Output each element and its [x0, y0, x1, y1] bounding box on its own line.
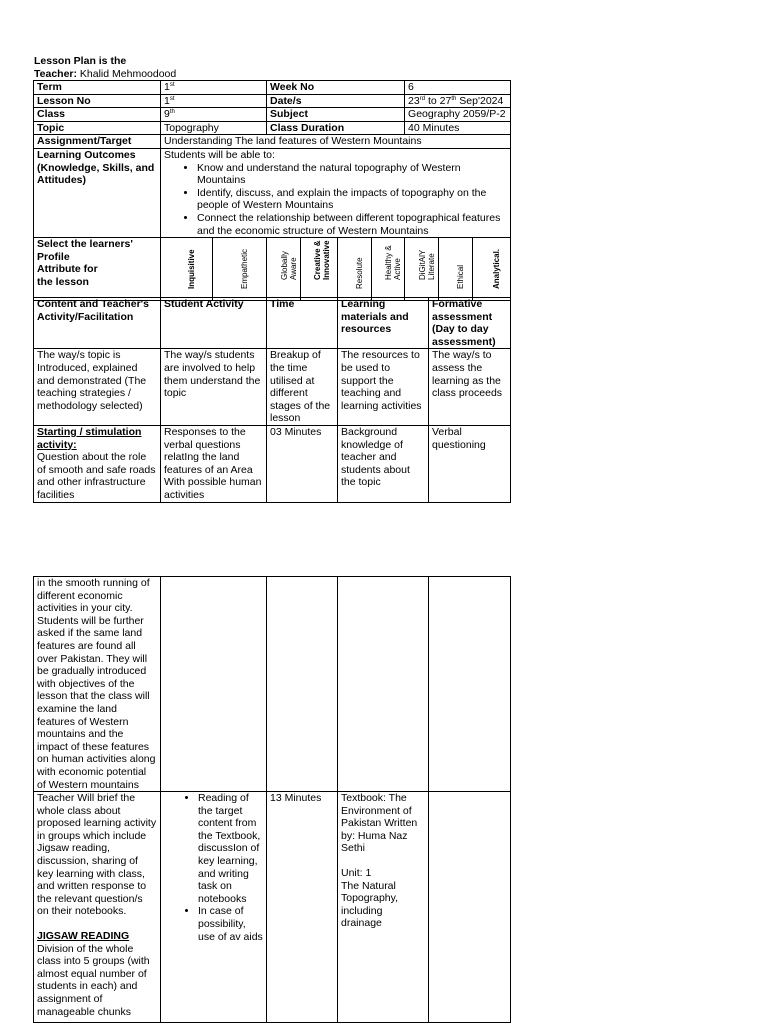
subject-value: Geography 2059/P-2 [408, 108, 506, 121]
lesson-label: Lesson No [37, 94, 91, 107]
main-materials-textbook: Textbook: The Environment of Pakistan Written by: Huma Naz Sethi [341, 792, 418, 855]
description-assessment: The way/s to assess the learning as the class proceeds [429, 349, 511, 426]
info-row-topic [34, 121, 511, 135]
class-label: Class [37, 108, 66, 121]
main-assessment-empty [429, 792, 511, 1023]
lesson-plan-table [33, 80, 511, 301]
profile-attribute-globally-aware: Globally Aware [279, 251, 298, 281]
dates-month: Sep'2024 [456, 94, 504, 107]
info-row-target [34, 135, 511, 149]
term-suffix: st [169, 82, 175, 88]
dates-from: 23 [408, 94, 420, 107]
continuation-row [34, 577, 511, 792]
profile-attribute-healthy-active: Healthy & Active [384, 245, 403, 281]
topic-label: Topic [37, 121, 65, 134]
description-content: The way/s topic is Introduced, explained and demonstrated (The teaching strategies / methodology selected) [34, 349, 161, 426]
student-activity-item: • In case of possibility, use of av aids [198, 905, 263, 943]
main-materials-unit: Unit: 1 [341, 867, 372, 880]
duration-label: Class Duration [270, 121, 345, 134]
dates-from-suffix: rd [419, 95, 426, 102]
lesson-value: 1 [164, 94, 170, 107]
jigsaw-text: Division of the whole class into 5 groups (with almost equal number of students in each) and assignment of manageable chunks [37, 942, 150, 1018]
continuation-assessment-empty [429, 577, 511, 792]
profile-attribute-resolute: Resolute [354, 257, 364, 290]
class-value: 9 [164, 108, 170, 121]
profile-label-line3: the lesson [37, 275, 89, 288]
week-label: Week No [270, 81, 315, 93]
profile-label-line2: Attribute for [37, 263, 98, 276]
info-row-class [34, 108, 511, 122]
profile-attribute-creative: Creative & Innovative [313, 240, 332, 281]
starting-activity-heading: Starting / stimulation activity: [37, 425, 142, 451]
lesson-suffix: st [169, 95, 175, 102]
starting-assessment: Verbal questioning [429, 425, 511, 502]
continuation-content: in the smooth running of different economic activities in your city. Students will be further asked if the same land features are found all over Pakistan. They will be gradually introduced with objectives of the lesson that the class will examine the land features of Western mountains and the impact of these features on human activities along with economic potential of Western mountains [34, 577, 161, 792]
profile-attribute-empathetic: Empathetic [239, 249, 249, 290]
continuation-materials-empty [338, 577, 429, 792]
outcomes-intro: Students will be able to: [164, 148, 275, 161]
description-student: The way/s students are involved to help them understand the topic [161, 349, 267, 426]
activities-table [33, 297, 511, 503]
main-activity-row [34, 792, 511, 1023]
profile-attribute-digitally-literate: DiGitAlY Literate [417, 250, 436, 281]
starting-materials: Background knowledge of teacher and students about the topic [338, 425, 429, 502]
outcome-item: • Identify, discuss, and explain the impacts of topography on the people of Western Mountains [197, 187, 507, 212]
main-time: 13 Minutes [267, 792, 338, 1023]
topic-value: Topography [164, 121, 219, 134]
target-value: Understanding The land features of Western Mountains [164, 135, 422, 148]
activities-table-continued [33, 576, 511, 1023]
subject-label: Subject [270, 108, 308, 121]
page-title: Lesson Plan is the [34, 55, 127, 67]
description-time: Breakup of the time utilised at different stages of the lesson [267, 349, 338, 426]
term-label: Term [37, 81, 62, 93]
term-value: 1 [164, 81, 170, 93]
class-suffix: th [169, 109, 175, 116]
starting-activity-row [34, 425, 511, 502]
teacher-label: Teacher: [34, 67, 77, 80]
info-row-term [34, 81, 511, 95]
dates-label: Date/s [270, 94, 302, 107]
continuation-student-empty [161, 577, 267, 792]
column-header-content: Content and Teacher's Activity/Facilitation [37, 298, 149, 323]
week-value: 6 [408, 81, 414, 93]
main-student-activity-list [164, 792, 263, 943]
profile-attribute-analytical: Analytical. [491, 249, 501, 290]
jigsaw-heading: JIGSAW READING [37, 930, 130, 943]
outcomes-label: Learning Outcomes (Knowledge, Skills, and Attitudes) [37, 148, 155, 187]
outcome-item: • Know and understand the natural topography of Western Mountains [197, 162, 507, 187]
outcomes-list [164, 162, 507, 238]
lesson-plan-header [34, 55, 514, 80]
main-materials-topic: The Natural Topography, including drainage [341, 879, 399, 930]
starting-time: 03 Minutes [267, 425, 338, 502]
target-label: Assignment/Target [37, 135, 132, 148]
description-materials: The resources to be used to support the teaching and learning activities [338, 349, 429, 426]
description-row [34, 349, 511, 426]
starting-activity-content: Question about the role of smooth and safe roads and other infrastructure facilities [37, 451, 156, 501]
dates-to: to 27 [425, 94, 452, 107]
profile-attribute-ethical: Ethical [455, 265, 465, 290]
column-header-materials: Learning materials and resources [341, 298, 409, 336]
starting-student-activity: Responses to the verbal questions relatIng the land features of an Area With possible human activities [161, 425, 267, 502]
duration-value: 40 Minutes [408, 121, 460, 134]
column-header-assessment: Formative assessment (Day to day assessment) [432, 298, 496, 348]
outcomes-row [34, 148, 511, 237]
column-header-row [34, 298, 511, 349]
info-row-lesson [34, 94, 511, 108]
column-header-time: Time [270, 298, 295, 310]
profile-label-line1: Select the learners' Profile [37, 238, 133, 263]
main-activity-content: Teacher Will brief the whole class about proposed learning activity in groups which include Jigsaw reading, discussion, sharing of key learning with class, and written response to the relevant question/s on their notebooks. [37, 792, 157, 918]
column-header-student-activity: Student Activity [164, 298, 244, 310]
student-activity-item: • Reading of the target content from the Textbook, discussIon of key learning, and writing task on notebooks [198, 792, 263, 905]
teacher-name: Khalid Mehmoodood [79, 67, 177, 80]
dates-value [405, 94, 511, 108]
outcome-item: • Connect the relationship between different topographical features and the economic structure of Western Mountains [197, 212, 507, 237]
profile-attribute-inquisitive: Inquisitive [186, 249, 196, 290]
continuation-time-empty [267, 577, 338, 792]
dates-to-suffix: th [451, 95, 457, 102]
profile-row [34, 238, 511, 301]
